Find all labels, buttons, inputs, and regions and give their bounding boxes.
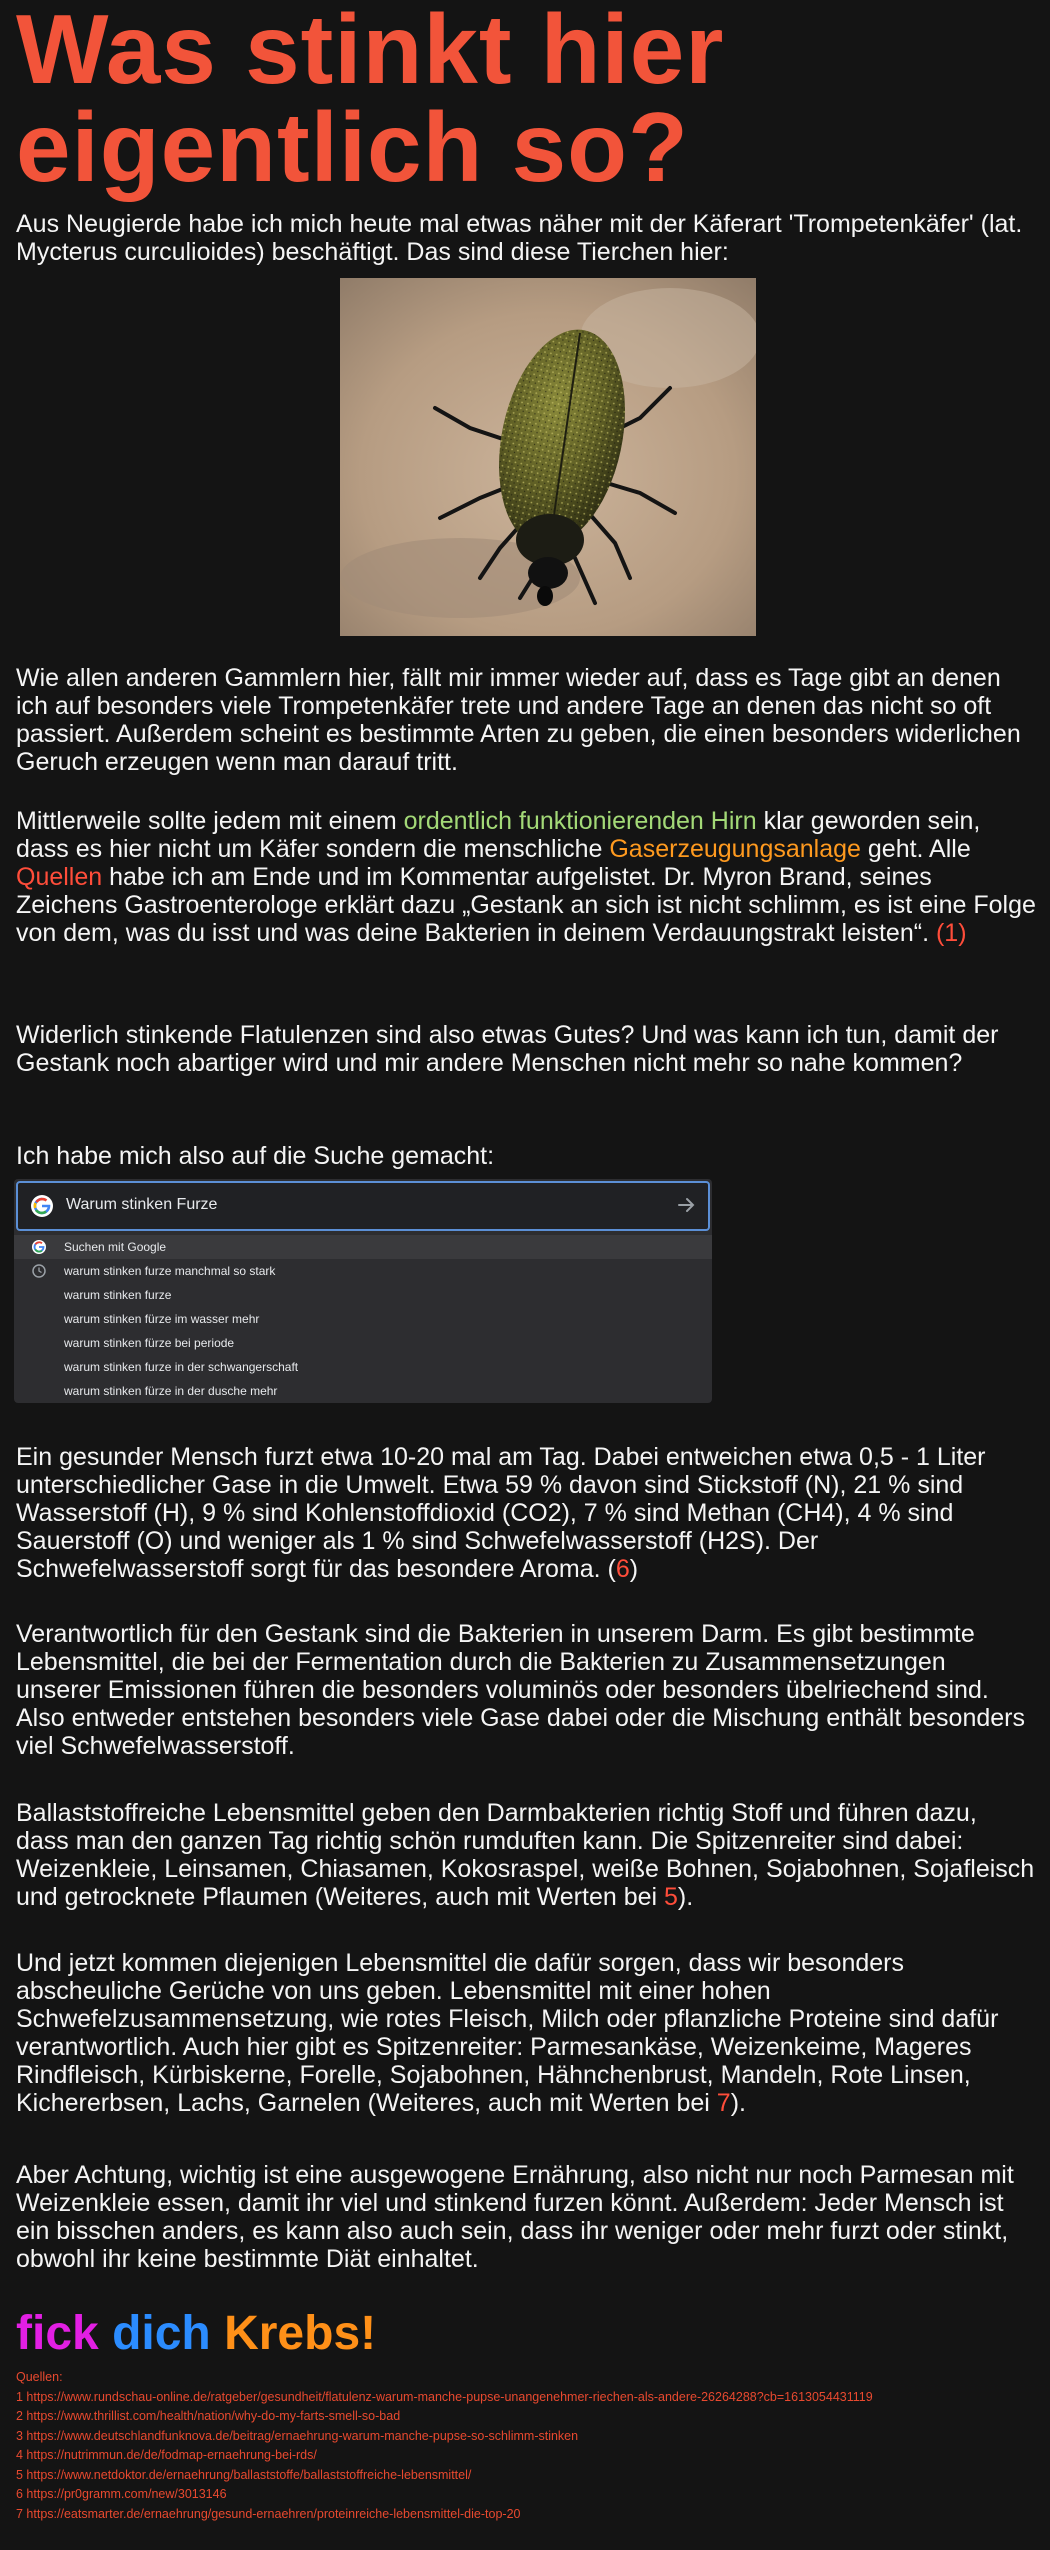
suggestion-label: warum stinken furze in der schwangerschaft bbox=[64, 1360, 299, 1374]
search-query: Warum stinken Furze bbox=[66, 1196, 218, 1213]
paragraph-2 bbox=[16, 807, 1036, 947]
suggestion-item[interactable] bbox=[14, 1379, 712, 1403]
p5-text-a: Ein gesunder Mensch furzt etwa 10-20 mal am Tag. Dabei entweichen etwa 0,5 - 1 Liter unterschiedlicher Gase in die Umwelt. Etwa 59 % davon sind Stickstoff (N), 21 % sind Wasserstoff (H), 9 % sind Kohlenstoffdioxid (CO2), 7 % sind Methan (CH4), 4 % sind Sauerstoff (O) und weniger als 1 % sind Schwefelwasserstoff (H2S). Der Schwefelwasserstoff sorgt für das besondere Aroma. ( bbox=[16, 1443, 986, 1583]
p2-text-d: habe ich am Ende und im Kommentar aufgelistet. Dr. Myron Brand, seines Zeichens Gastroenterologe erklärt dazu „Gestank an sich ist nicht schlimm, es ist eine Folge von dem, was du isst und was deine Bakterien in deinem Verdauungstrakt leisten“. bbox=[16, 863, 1036, 947]
slogan-word-2: dich bbox=[112, 2307, 211, 2360]
p8-text-a: Und jetzt kommen diejenigen Lebensmittel die dafür sorgen, dass wir besonders abscheuliche Gerüche von uns geben. Lebensmittel mit einer hohen Schwefelzusammensetzung, wie rotes Fleisch, Milch oder pflanzliche Proteine sind dafür verantwortlich. Auch hier gibt es Spitzenreiter: Parmesankäse, Weizenkeime, Mageres Rindfleisch, Kürbiskerne, Forelle, Sojabohnen, Hähnchenbrust, Mandeln, Rote Linsen, Kichererbsen, Lachs, Garnelen (Weiteres, auch mit Werten bei bbox=[16, 1949, 999, 2117]
suggestion-label: warum stinken fürze bei periode bbox=[64, 1336, 235, 1350]
p5-text-b: ) bbox=[629, 1555, 639, 1583]
suggestion-item[interactable] bbox=[14, 1259, 712, 1283]
arrow-right-icon[interactable] bbox=[674, 1193, 698, 1217]
p2-text-c: geht. Alle bbox=[860, 835, 971, 863]
intro-paragraph: Aus Neugierde habe ich mich heute mal etwas näher mit der Käferart 'Trompetenkäfer' (lat. Mycterus curculioides) beschäftigt. Das sind diese Tierchen hier: bbox=[16, 210, 1023, 266]
closing-slogan bbox=[16, 2306, 376, 2362]
suggestion-item[interactable] bbox=[14, 1355, 712, 1379]
paragraph-1: Wie allen anderen Gammlern hier, fällt mir immer wieder auf, dass es Tage gibt an denen ich auf besonders viele Trompetenkäfer trete und andere Tage an denen das nicht so oft passiert. Außerdem scheint es bestimmte Arten zu geben, die einen besonders widerlichen Geruch erzeugen wenn man darauf tritt. bbox=[16, 664, 1021, 776]
ref-link-7[interactable]: 7 bbox=[716, 2089, 731, 2117]
p7-text-a: Ballaststoffreiche Lebensmittel geben den Darmbakterien richtig Stoff und führen dazu, dass man den ganzen Tag richtig schön rumduften kann. Die Spitzenreiter sind dabei: Weizenkleie, Leinsamen, Chiasamen, Kokosraspel, weiße Bohnen, Sojabohnen, Sojafleisch und getrocknete Pflaumen (Weiteres, auch mit Werten bei bbox=[16, 1799, 1035, 1911]
ref-link-6[interactable]: 6 bbox=[615, 1555, 630, 1583]
source-link[interactable]: 1 https://www.rundschau-online.de/ratgeber/gesundheit/flatulenz-warum-manche-pupse-unangenehmer-riechen-als-andere-26264288?cb=1613054431119 bbox=[16, 2389, 873, 2404]
suggestion-label: Suchen mit Google bbox=[64, 1240, 167, 1254]
slogan-word-1: fick bbox=[16, 2307, 99, 2360]
beetle-photo bbox=[340, 278, 756, 636]
history-icon bbox=[31, 1263, 47, 1279]
google-logo-icon bbox=[31, 1239, 47, 1255]
paragraph-8 bbox=[16, 1949, 1036, 2117]
source-link[interactable]: 4 https://nutrimmun.de/de/fodmap-ernaehrung-bei-rds/ bbox=[16, 2448, 317, 2462]
ref-link-5[interactable]: 5 bbox=[664, 1883, 678, 1911]
search-input[interactable] bbox=[16, 1181, 710, 1231]
suggestion-item[interactable] bbox=[14, 1331, 712, 1355]
source-link[interactable]: 3 https://www.deutschlandfunknova.de/beitrag/ernaehrung-warum-manche-pupse-so-schlimm-stinken bbox=[16, 2428, 579, 2443]
google-logo-icon bbox=[30, 1194, 54, 1218]
title-line-1: Was stinkt hier bbox=[16, 0, 725, 104]
paragraph-3: Widerlich stinkende Flatulenzen sind also etwas Gutes? Und was kann ich tun, damit der Gestank noch abartiger wird und mir andere Menschen nicht mehr so nahe kommen? bbox=[16, 1021, 999, 1077]
suggestion-search-with-google[interactable] bbox=[14, 1235, 712, 1259]
suggestion-label: warum stinken furze bbox=[64, 1288, 172, 1302]
ref-link-1[interactable]: (1) bbox=[935, 919, 967, 947]
source-link[interactable]: 5 https://www.netdoktor.de/ernaehrung/ballaststoffe/ballaststoffreiche-lebensmittel/ bbox=[16, 2467, 472, 2482]
suggestion-item[interactable] bbox=[14, 1283, 712, 1307]
p7-text-b: ). bbox=[677, 1883, 694, 1911]
google-search-box bbox=[14, 1179, 712, 1403]
sources-link[interactable]: Quellen bbox=[16, 863, 103, 891]
highlight-gas-plant: Gaserzeugungsanlage bbox=[609, 835, 861, 863]
suggestion-label: warum stinken fürze in der dusche mehr bbox=[64, 1384, 278, 1398]
paragraph-4: Ich habe mich also auf die Suche gemacht: bbox=[16, 1142, 495, 1170]
p8-text-b: ). bbox=[730, 2089, 746, 2117]
title-line-2: eigentlich so? bbox=[16, 92, 689, 202]
p2-text-b: klar geworden sein, dass es hier nicht um Käfer sondern die menschliche bbox=[16, 807, 981, 863]
sources-label: Quellen: bbox=[16, 2370, 63, 2384]
source-link[interactable]: 6 https://pr0gramm.com/new/3013146 bbox=[16, 2487, 227, 2501]
paragraph-9: Aber Achtung, wichtig ist eine ausgewogene Ernährung, also nicht nur noch Parmesan mit Weizenkleie essen, damit ihr viel und stinkend furzen könnt. Außerdem: Jeder Mensch ist ein bisschen anders, es kann also auch sein, dass ihr weniger oder mehr furzt oder stinkt, obwohl ihr keine bestimmte Diät einhaltet. bbox=[16, 2161, 1014, 2273]
highlight-brain: ordentlich funktionierenden Hirn bbox=[403, 807, 757, 835]
paragraph-6: Verantwortlich für den Gestank sind die Bakterien in unserem Darm. Es gibt bestimmte Lebensmittel, die bei der Fermentation durch die Bakterien zu Zusammensetzungen unserer Emissionen führen die besonders voluminös oder besonders übelriechend sind. Also entweder entstehen besonders viele Gase dabei oder die Mischung enthält besonders viel Schwefelwasserstoff. bbox=[16, 1620, 1025, 1760]
source-link[interactable]: 2 https://www.thrillist.com/health/nation/why-do-my-farts-smell-so-bad bbox=[16, 2409, 401, 2423]
suggestion-label: warum stinken furze manchmal so stark bbox=[64, 1264, 276, 1278]
page-title bbox=[16, 0, 725, 202]
p2-text-a: Mittlerweile sollte jedem mit einem bbox=[16, 807, 404, 835]
slogan-word-3: Krebs! bbox=[224, 2307, 377, 2360]
paragraph-5 bbox=[16, 1443, 1036, 1583]
source-link[interactable]: 7 https://eatsmarter.de/ernaehrung/gesund-ernaehren/proteinreiche-lebensmittel-die-top-20 bbox=[16, 2506, 521, 2521]
sources-list bbox=[16, 2368, 1036, 2524]
paragraph-7 bbox=[16, 1799, 1036, 1911]
suggestion-label: warum stinken fürze im wasser mehr bbox=[64, 1312, 260, 1326]
suggestion-item[interactable] bbox=[14, 1307, 712, 1331]
